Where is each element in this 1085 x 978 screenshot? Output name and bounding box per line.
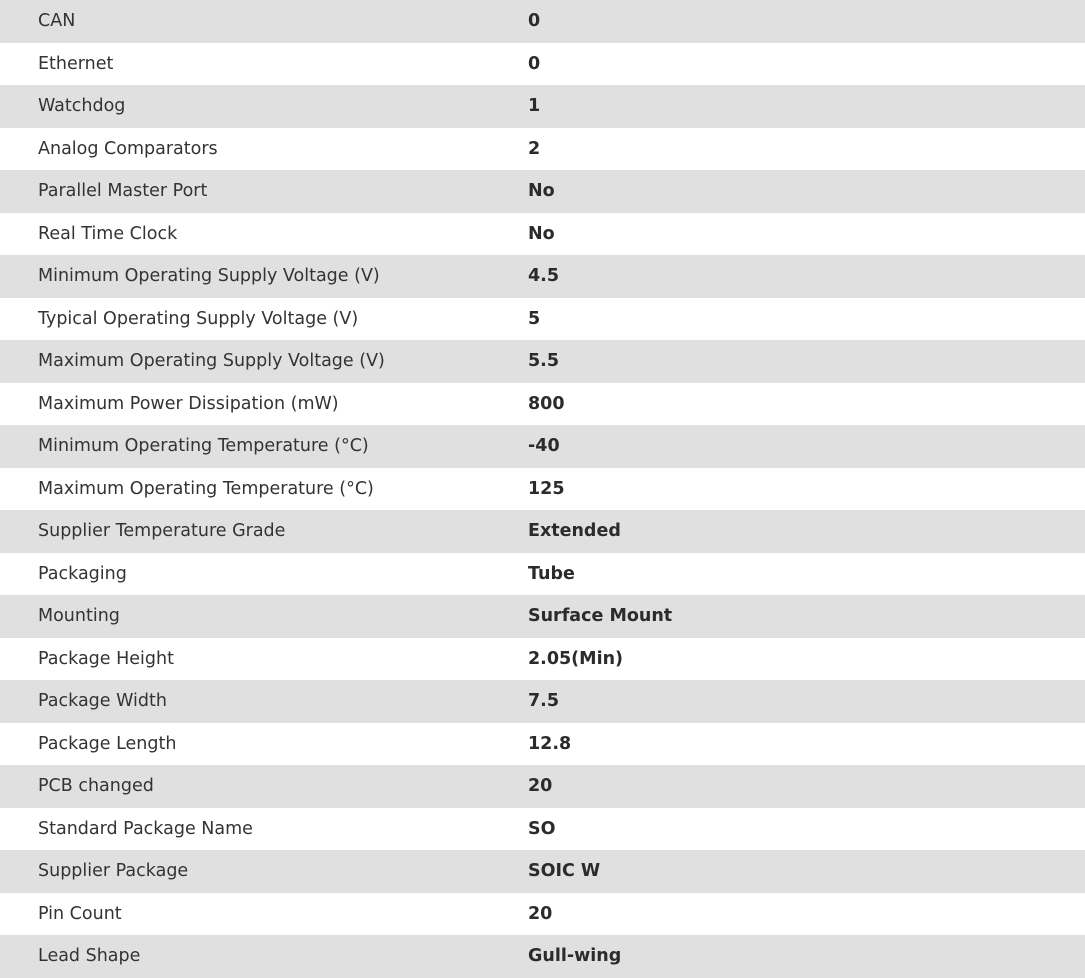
spec-label: Typical Operating Supply Voltage (V) — [38, 308, 359, 329]
spec-row-max-operating-temp — [0, 468, 1085, 511]
spec-row-packaging — [0, 553, 1085, 596]
spec-label: Maximum Operating Temperature (°C) — [38, 478, 374, 499]
spec-row-pin-count — [0, 893, 1085, 936]
spec-value: Extended — [528, 521, 621, 542]
spec-value: 5 — [528, 308, 541, 329]
spec-row-analog-comparators — [0, 128, 1085, 171]
spec-value: -40 — [528, 436, 560, 457]
spec-label: Package Height — [38, 648, 174, 669]
spec-row-max-supply-voltage — [0, 340, 1085, 383]
spec-label: Analog Comparators — [38, 138, 218, 159]
spec-value: Surface Mount — [528, 606, 673, 627]
spec-value: SO — [528, 818, 556, 839]
spec-value: 800 — [528, 393, 565, 414]
spec-label: Lead Shape — [38, 946, 141, 967]
spec-value: 4.5 — [528, 266, 560, 287]
spec-row-standard-package-name — [0, 808, 1085, 851]
spec-row-lead-shape — [0, 935, 1085, 978]
spec-value: No — [528, 181, 555, 202]
spec-label: PCB changed — [38, 776, 154, 797]
spec-label: Pin Count — [38, 903, 122, 924]
spec-label: Minimum Operating Supply Voltage (V) — [38, 266, 380, 287]
spec-label: Real Time Clock — [38, 223, 178, 244]
spec-row-min-operating-temp — [0, 425, 1085, 468]
spec-row-supplier-package — [0, 850, 1085, 893]
spec-value: No — [528, 223, 555, 244]
spec-value: 12.8 — [528, 733, 572, 754]
spec-value: Tube — [528, 563, 575, 584]
spec-label: Package Length — [38, 733, 177, 754]
spec-value: 0 — [528, 53, 541, 74]
spec-row-pcb-changed — [0, 765, 1085, 808]
spec-value: 0 — [528, 11, 541, 32]
spec-value: 2.05(Min) — [528, 648, 624, 669]
spec-row-min-supply-voltage — [0, 255, 1085, 298]
spec-label: Watchdog — [38, 96, 126, 117]
spec-row-ethernet — [0, 43, 1085, 86]
spec-label: Supplier Package — [38, 861, 189, 882]
spec-label: Supplier Temperature Grade — [38, 521, 286, 542]
spec-value: SOIC W — [528, 861, 601, 882]
spec-value: 20 — [528, 903, 553, 924]
spec-value: 2 — [528, 138, 541, 159]
spec-value: 1 — [528, 96, 541, 117]
spec-label: Packaging — [38, 563, 127, 584]
spec-label: Standard Package Name — [38, 818, 253, 839]
spec-row-supplier-temp-grade — [0, 510, 1085, 553]
spec-row-mounting — [0, 595, 1085, 638]
spec-row-max-power-dissipation — [0, 383, 1085, 426]
spec-row-can — [0, 0, 1085, 43]
spec-row-parallel-master-port — [0, 170, 1085, 213]
spec-value: 20 — [528, 776, 553, 797]
spec-value: 7.5 — [528, 691, 560, 712]
spec-label: Ethernet — [38, 53, 114, 74]
spec-label: Minimum Operating Temperature (°C) — [38, 436, 369, 457]
spec-row-typ-supply-voltage — [0, 298, 1085, 341]
spec-row-watchdog — [0, 85, 1085, 128]
spec-label: Package Width — [38, 691, 167, 712]
spec-row-package-width — [0, 680, 1085, 723]
spec-row-package-length — [0, 723, 1085, 766]
spec-row-real-time-clock — [0, 213, 1085, 256]
spec-value: Gull-wing — [528, 946, 622, 967]
spec-row-package-height — [0, 638, 1085, 681]
spec-label: Mounting — [38, 606, 120, 627]
spec-label: Maximum Operating Supply Voltage (V) — [38, 351, 385, 372]
spec-value: 125 — [528, 478, 565, 499]
spec-label: CAN — [38, 11, 76, 32]
spec-label: Parallel Master Port — [38, 181, 208, 202]
spec-label: Maximum Power Dissipation (mW) — [38, 393, 339, 414]
spec-value: 5.5 — [528, 351, 560, 372]
